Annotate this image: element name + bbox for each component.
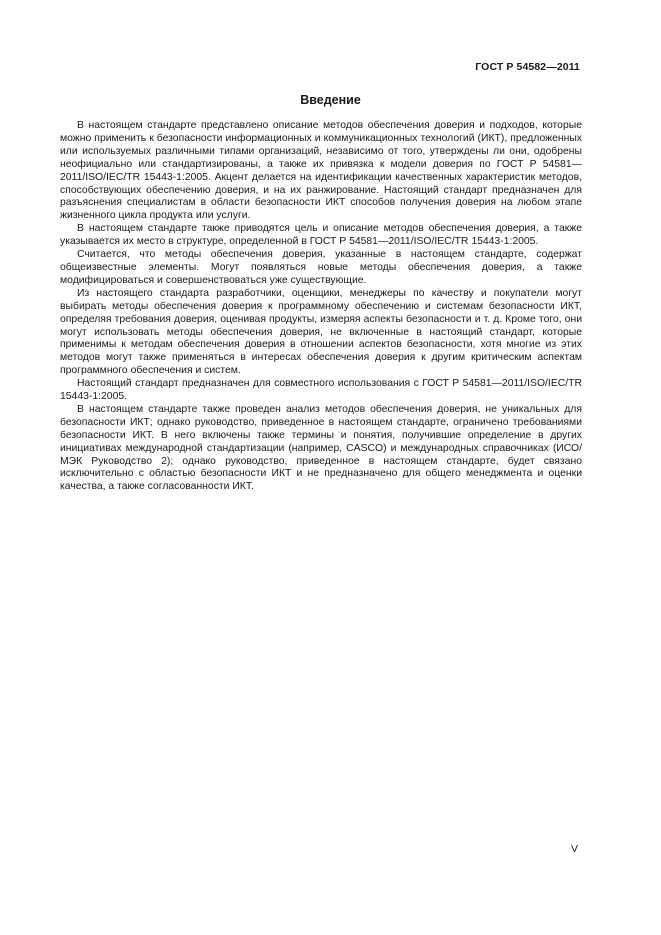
paragraph-joint-use: Настоящий стандарт предназначен для совместного использования с ГОСТ Р 54581—2011/ISO/IEC/TR 15443-1:2005. [60, 378, 582, 403]
paragraph-known-elements: Считается, что методы обеспечения доверия, указанные в настоящем стандарте, содержат общеизвестные элементы. Могут появляться новые методы обеспечения доверия, а также модифицироваться и совершенствоваться уже существующие. [60, 249, 582, 286]
paragraph-analysis: В настоящем стандарте также проведен анализ методов обеспечения доверия, не уникальных для безопасности ИКТ; однако руководство, приведенное в настоящем стандарте, ограничено требованиями безопасности ИКТ. В него включены также термины и понятия, получившие определение в других инициативах международной стандартизации (например, CASCO) и международных справочниках (ИСО/МЭК Руководство 2); однако руководство, приведенное в настоящем стандарте, будет связано исключительно с областью безопасности ИКТ и не предназначено для общего менеджмента и оценки качества, а также согласованности ИКТ. [60, 403, 582, 493]
section-title: Введение [300, 93, 361, 107]
paragraph-purpose: В настоящем стандарте представлено описание методов обеспечения доверия и подходов, которые можно применить к безопасности информационных и коммуникационных технологий (ИКТ), предложенных или используемых различными типами организаций, независимо от того, утверждены ли они, одобрены неофициально или стандартизированы, а также их привязка к модели доверия по ГОСТ Р 54581—2011/ISO/IEC/TR 15443-1:2005. Акцент делается на идентификации качественных характеристик методов, способствующих обеспечению доверия, и на их ранжирование. Настоящий стандарт предназначен для разъяснения специалистам в области безопасности ИКТ способов получения доверия на любом этапе жизненного цикла продукта или услуги. [60, 120, 582, 222]
paragraph-audience: Из настоящего стандарта разработчики, оценщики, менеджеры по качеству и покупатели могут выбирать методы обеспечения доверия к программному обеспечению и системам безопасности ИКТ, определяя требования доверия, оценивая продукты, измеряя аспекты безопасности и т. д. Кроме того, они могут использовать методы обеспечения доверия, не включенные в настоящий стандарт, которые применимы к методам обеспечения доверия в отношении аспектов безопасности, хотя многие из этих методов могут также применяться в интересах обеспечения доверия к другим критическим аспектам программного обеспечения и систем. [60, 287, 582, 377]
paragraph-scope: В настоящем стандарте также приводятся цель и описание методов обеспечения доверия, а также указывается их место в структуре, определенной в ГОСТ Р 54581—2011/ISO/IEC/TR 15443-1:2005. [60, 223, 582, 248]
introduction-body [60, 120, 582, 494]
page-number: V [570, 843, 578, 855]
standard-code: ГОСТ Р 54582—2011 [475, 61, 580, 73]
